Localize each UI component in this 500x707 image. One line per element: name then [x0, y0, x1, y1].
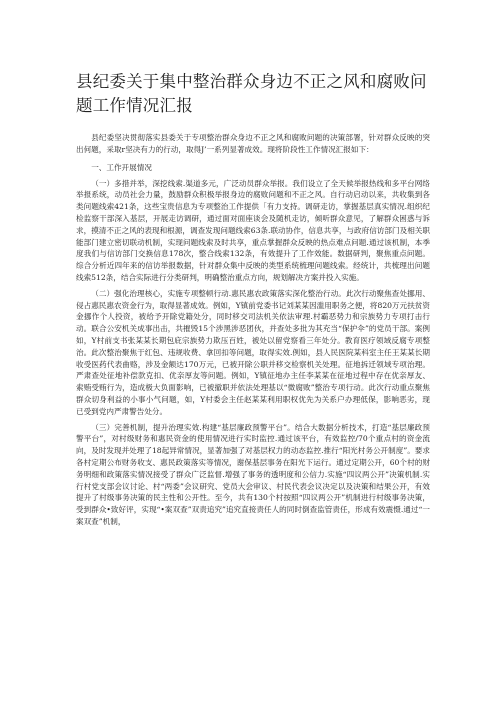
paragraph-special-rectification: （二）强化治理核心，实施专项整顿行动.惠民惠农政策落实深化整治行动。此次行动聚焦查处挪用、侵占惠民惠农资金行为，取得显著成效。例如，Y镇前党委书记刘某某因滥用职务之便，将820万元扶贫资金挪作个人投资，被给予开除党籍处分，同时移交司法机关依法审理.村霸恶势力和宗族势力专项打击行动。联合公安机关成事出击，共摧毁15个涉黑涉恶团伙，并查处多批为其充当“保护伞”的党员干部。案例如，Y村前支书张某某长期包庇宗族势力欺压百姓，被处以留党察看三年处分。教育医疗领域反腐专项整治。此次整治聚焦于红包、违规收费、拿回扣等问题，取得实效.例如，县人民医院某科室主任王某某长期收受医药代表曲赂，涉及金额达170万元，已被开除公职并移交检察机关处理。征地拆迁领域专项治理。严肃查处征地补偿款克扣、优亲厚友等问题。例如，Y镇征地办主任李某某在征地过程中存在优亲厚友、索贿受贿行为，造成极大负面影响，已被撤职并依法处理基以“微腐败”整治专项行动。此次行动重点聚焦群众切身利益的小事小气问题，如，Y村委会主任赵某某利用职权优先为关系户办理低保，影响恶劣，现已受到党内严肃警告处分。 [76, 288, 430, 416]
section-heading: 一、工作开展情况 [91, 162, 152, 172]
document-title: 县纪委关于集中整治群众身边不正之风和腐败问题工作情况汇报 [76, 72, 427, 115]
paragraph-clue-collection: （一）多措并举，深挖线索.渠道多元，广泛动员群众举报。我们设立了全天候举报热线和多平台网络举报系统，动员社会力量，鼓励群众积极举报身边的腐败问题和不正之风。自行动启动以来，共收集到各类问题线索421条，这些宝贵信息为专项整治工作提供「有力支持。调研走访，掌握基层真实情况.组织纪检监察干部深入基层，开展走访调研，通过面对面座谈会及随机走访，倾听群众意见，了解群众困惑与诉求，摸清不正之风的表现和根源，调查发现问题线索63条.联动协作，信息共享，与政府信访部门及相关职能部门建立密切联动机制，实现问题线索及时共享，重点掌握群众反映的热点难点问题.通过该机制，本季度我们与信访部门交换信息178次，整合线索132条，有效提升了工作效能。数据研判，聚焦重点问题。综合分析近四年来的信访举报数据，针对群众集中反映的类型系统梳理问题线索。经统计，共梳理出问题线索512条，结合实际进行分类研判，明确整治重点方向，规划解决方案并投入实施。 [76, 178, 430, 282]
paragraph-mechanism-improvement: （三）完善机制，提升治理实效.构建“基层廉政预警平台”。结合大数据分析技术，打造“基层廉政预警平台”，对村级财务和惠民资金的使用情况进行实时监控.通过该平台，有效监控/70个重点村的资金流向，及时发现并处理了18起异常情况，显著加强了对基层权力的动态监控.推行“阳光村务公开制度”。要求各村定期公布财务收支、惠民政策落实等情况，谢保基层事务在阳光下运行。通过定期公开，60个村的财务明细和政策落实情况接受了群众广泛监督.增强了事务的透明度和公信力.实施“四议两公开”决策机制.实行村党支部会议讨论、村“两委”会议研究、党员大会审议、村民代表会议决定以及决策和结果公开，有效提升了村级事务决策的民主性和公开性。至今，共有130个村按照“四议两公开”机制进行村级事务决策，受到群众•致好评，实现“•案双查”双责追究”追究直接责任人的同时倒查监管责任，形成有效震慑.通过“一案双查”机制， [76, 422, 430, 526]
intro-paragraph: 县纪委坚决贯彻落实县委关于专项整治群众身边不正之风和腐败问题的决策部署，针对群众反映的突出何题，采取r坚决有力的行动，取得J’一系列显著成效。现将阶段性工作情况汇报如下： [76, 133, 430, 154]
